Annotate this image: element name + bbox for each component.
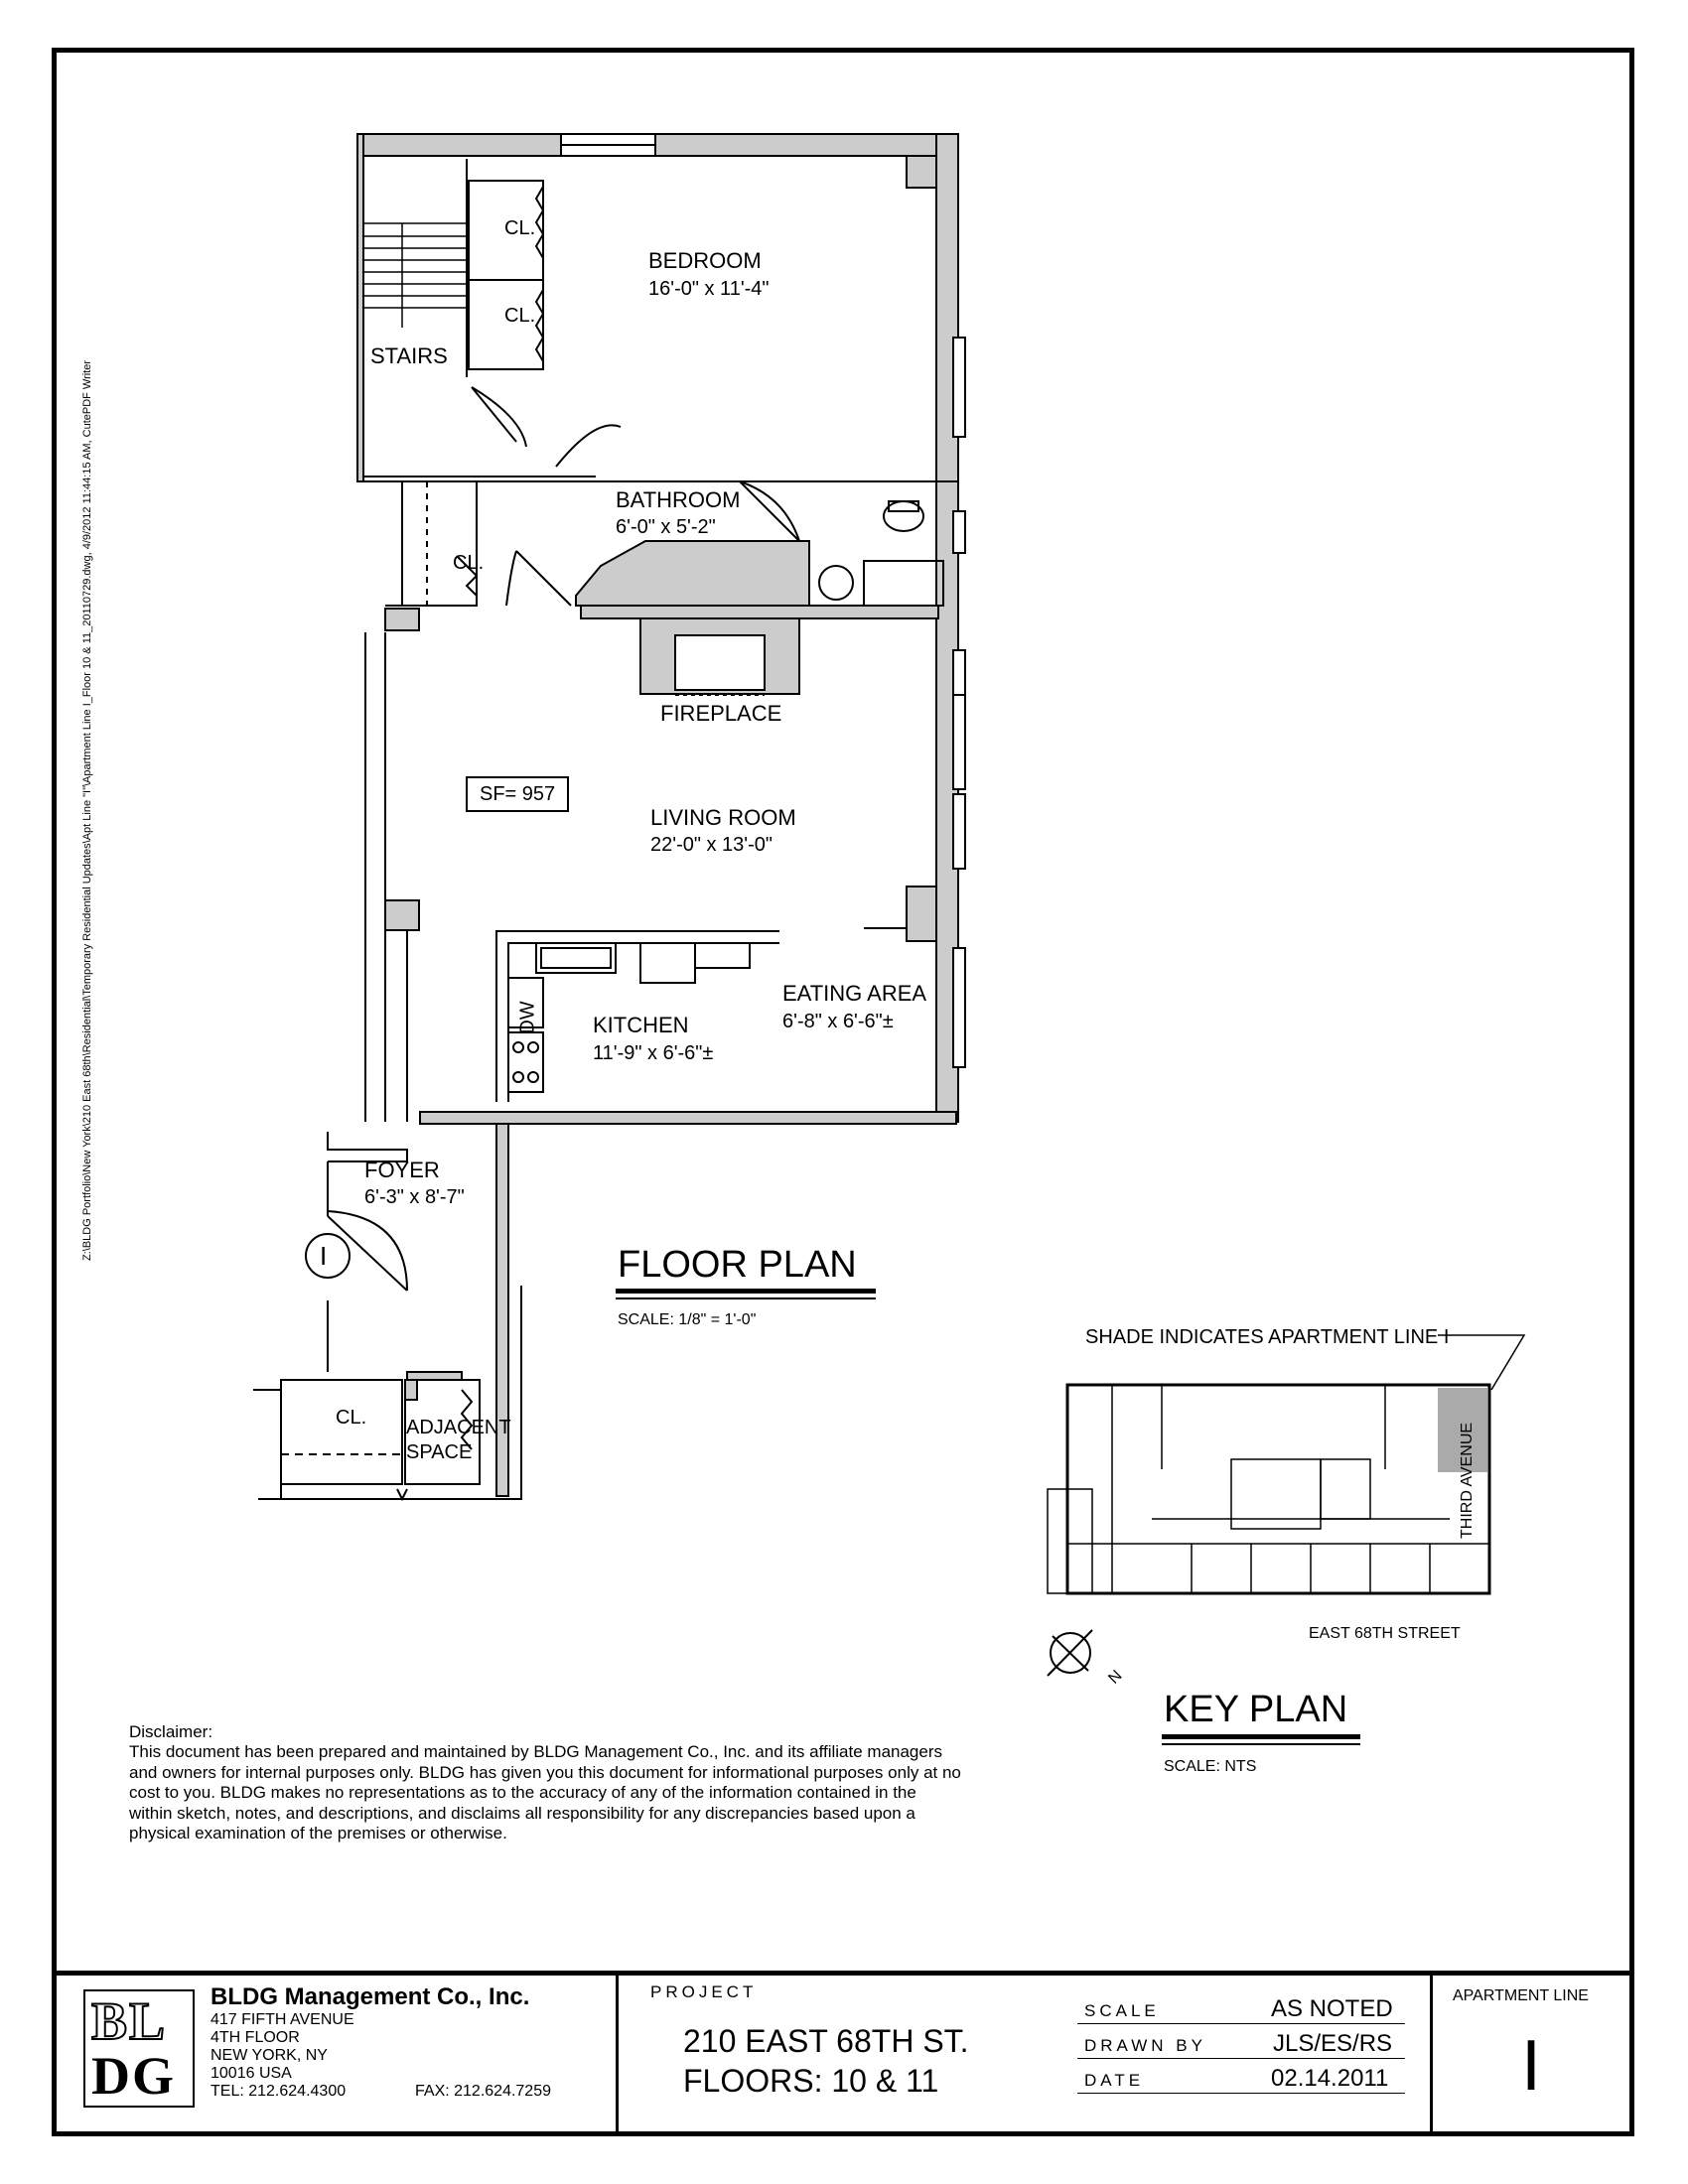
disclaimer-body: This document has been prepared and maintained by BLDG Management Co., Inc. and its affiliate managers and owners for internal purposes only. BLDG has given you this document for informational purposes only at no cost to you. BLDG makes no representations as to the accuracy of any of the information contained in the within sketch, notes, and descriptions, and disclaims all responsibility for any discrepancies based upon a physical examination of the premises or otherwise. [129,1742,961,1843]
scale-label: SCALE [1084,2001,1160,2020]
eating-area-label: EATING AREA [782,981,927,1006]
column-left-2 [385,900,419,930]
foyer-dims: 6'-3" x 8'-7" [364,1186,465,1208]
bathroom-dims: 6'-0" x 5'-2" [616,516,716,538]
entry-marker: I [320,1241,328,1271]
project-label: PROJECT [650,1982,758,2001]
wall-kitchen-bottom [420,1112,956,1124]
scale-value: AS NOTED [1271,1995,1393,2022]
wall-bath-bottom [581,606,938,618]
file-path: Z:\BLDG Portfolio\New York\210 East 68th\Residential\Temporary Residential Updates\Apt Line "I"\Apartment Line I_Floor 10 & 11_20110729.dwg, 4/9/2012 11:44:15 AM, CutePDF Writer [81,359,93,1261]
third-avenue-label: THIRD AVENUE [1459,1422,1476,1539]
apartment-line-value: I [1521,2026,1542,2106]
wall-top [357,134,958,156]
fax: FAX: 212.624.7259 [415,2083,551,2100]
living-room-dims: 22'-0" x 13'-0" [650,834,774,856]
fireplace-label: FIREPLACE [660,701,782,726]
living-room-label: LIVING ROOM [650,805,796,830]
kitchen-label: KITCHEN [593,1013,689,1037]
wall-foyer-right [496,1124,508,1496]
east-68th-street-label: EAST 68TH STREET [1309,1625,1461,1642]
north-label: N [1105,1667,1126,1688]
adjacent-label: ADJACENT [406,1417,511,1438]
key-plan-title: KEY PLAN [1164,1689,1348,1730]
address-line-3: NEW YORK, NY [211,2047,328,2064]
date-value: 02.14.2011 [1271,2065,1389,2092]
bathroom-label: BATHROOM [616,487,741,512]
square-footage: SF= 957 [466,776,569,812]
drawn-by-label: DRAWN BY [1084,2036,1206,2055]
closet-label-4: CL. [336,1407,367,1429]
telephone: TEL: 212.624.4300 [211,2083,347,2100]
address-line-1: 417 FIFTH AVENUE [211,2011,354,2028]
address-line-2: 4TH FLOOR [211,2029,300,2046]
stairs-label: STAIRS [370,343,448,368]
north-arrow [1048,1630,1092,1676]
disclaimer-heading: Disclaimer: [129,1722,213,1741]
column-bedroom [907,156,936,188]
project-floors: FLOORS: 10 & 11 [683,2063,939,2099]
key-plan-scale: SCALE: NTS [1164,1758,1257,1775]
closet-label-3: CL. [453,552,485,574]
drawn-by-value: JLS/ES/RS [1273,2030,1393,2057]
bedroom-dims: 16'-0" x 11'-4" [648,278,770,300]
logo-top: BL [91,1991,168,2051]
column-living [907,887,936,941]
project-address: 210 EAST 68TH ST. [683,2023,969,2059]
kitchen-dims: 11'-9" x 6'-6"± [593,1042,714,1064]
apartment-line-label: APARTMENT LINE [1453,1987,1589,2004]
company-name: BLDG Management Co., Inc. [211,1983,530,2010]
dishwasher-label: DW [516,1001,539,1034]
column-left-1 [385,609,419,630]
floor-plan-title: FLOOR PLAN [618,1244,857,1286]
disclaimer [129,1722,963,1843]
closet-label-1: CL. [504,217,536,239]
logo-bottom: DG [91,2046,176,2106]
floor-plan-scale: SCALE: 1/8" = 1'-0" [618,1311,757,1328]
wall-closet-top [407,1372,462,1380]
date-label: DATE [1084,2071,1145,2090]
foyer-label: FOYER [364,1158,440,1182]
key-plan-note: SHADE INDICATES APARTMENT LINE I [1085,1326,1450,1348]
address-line-4: 10016 USA [211,2065,292,2082]
closet-label-2: CL. [504,305,536,327]
wall-bath-block [576,541,809,606]
bedroom-label: BEDROOM [648,248,762,273]
space-label: SPACE [406,1441,473,1463]
eating-area-dims: 6'-8" x 6'-6"± [782,1011,894,1032]
